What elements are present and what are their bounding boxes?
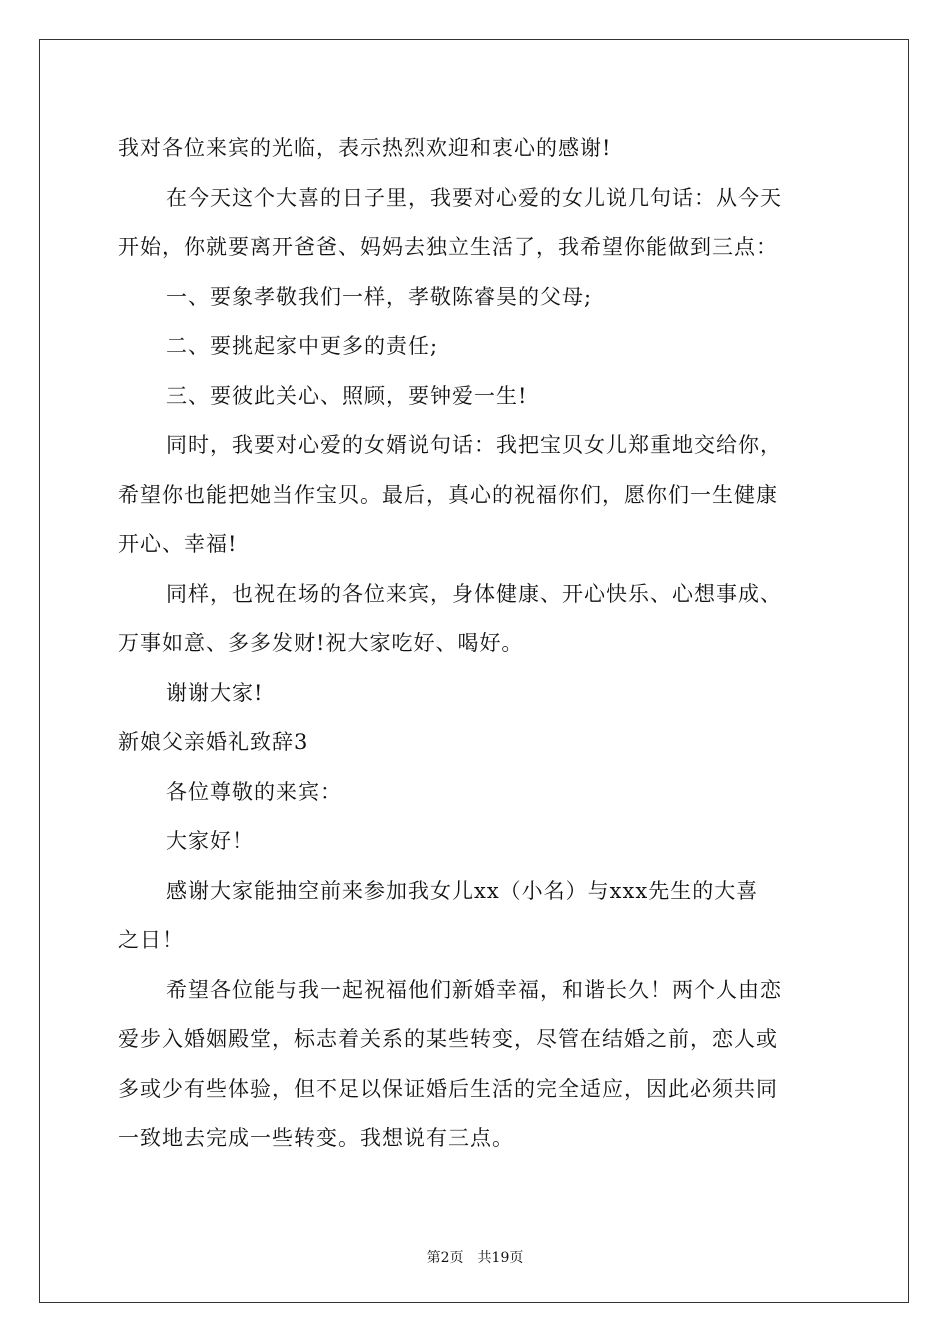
- paragraph-line: 同时，我要对心爱的女婿说句话：我把宝贝女儿郑重地交给你，: [166, 433, 782, 457]
- page-number: 第2页: [426, 1250, 464, 1266]
- paragraph-line: 在今天这个大喜的日子里，我要对心爱的女儿说几句话：从今天: [166, 185, 782, 210]
- paragraph-line: 希望各位能与我一起祝福他们新婚幸福，和谐长久！两个人由恋: [166, 977, 782, 1002]
- greeting: 大家好！: [166, 829, 254, 853]
- paragraph-line: 同样，也祝在场的各位来宾，身体健康、开心快乐、心想事成、: [166, 581, 782, 606]
- paragraph-line: 爱步入婚姻殿堂，标志着关系的某些转变，尽管在结婚之前，恋人或: [118, 1027, 778, 1051]
- section-title: 新娘父亲婚礼致辞3: [118, 730, 309, 754]
- page-total: 共19页: [477, 1250, 524, 1266]
- page-footer: [0, 1247, 950, 1267]
- paragraph-line: 三、要彼此关心、照顾，要钟爱一生!: [166, 383, 528, 408]
- paragraph-line: 二、要挑起家中更多的责任;: [166, 334, 439, 358]
- paragraph-line: 开始，你就要离开爸爸、妈妈去独立生活了，我希望你能做到三点：: [118, 235, 778, 259]
- paragraph-line: 万事如意、多多发财!祝大家吃好、喝好。: [118, 631, 524, 655]
- paragraph-line: 开心、幸福!: [118, 532, 238, 556]
- paragraph-line: 多或少有些体验，但不足以保证婚后生活的完全适应，因此必须共同: [118, 1076, 778, 1101]
- paragraph-line: 一、要象孝敬我们一样，孝敬陈睿昊的父母;: [166, 284, 593, 309]
- paragraph-line: 一致地去完成一些转变。我想说有三点。: [118, 1126, 514, 1150]
- paragraph-line: 我对各位来宾的光临，表示热烈欢迎和衷心的感谢!: [118, 136, 612, 160]
- salutation: 各位尊敬的来宾：: [166, 779, 342, 804]
- paragraph-line: 之日！: [118, 928, 184, 952]
- paragraph-line: 感谢大家能抽空前来参加我女儿xx（小名）与xxx先生的大喜: [166, 878, 759, 903]
- paragraph-line: 希望你也能把她当作宝贝。最后，真心的祝福你们，愿你们一生健康: [118, 482, 778, 507]
- paragraph-line: 谢谢大家!: [166, 680, 264, 705]
- document-body: [118, 128, 834, 1168]
